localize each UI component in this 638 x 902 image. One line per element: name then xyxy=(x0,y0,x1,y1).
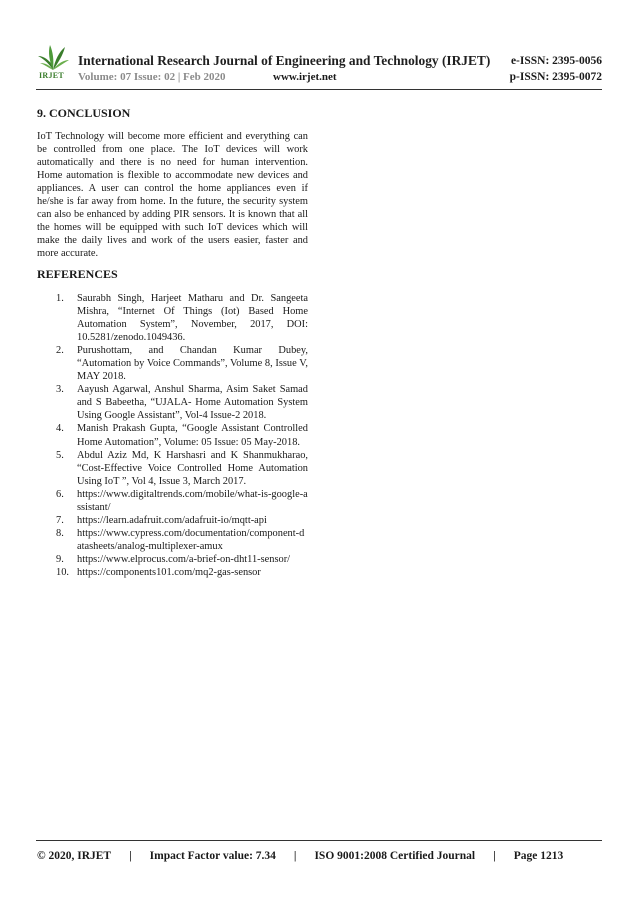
reference-number: 4. xyxy=(56,423,64,435)
reference-link[interactable]: https://components101.com/mq2-gas-sensor xyxy=(77,566,261,578)
conclusion-paragraph: IoT Technology will become more efficient and everything can be controlled from one place. The IoT devices will work automatically and there is no need for human intervention. Home automation is flexible to accommodate new devices and appliances. A user can control the home appliances even if he/she is far away from home. In the future, the security system can also be enhanced by adding PIR sensors. It is known that all the homes will be equipped with such IoT devices which will make the daily lives and work of the users easier, faster and more accurate. xyxy=(37,131,308,260)
website-link[interactable]: www.irjet.net xyxy=(273,71,337,83)
reference-text: Abdul Aziz Md, K Harshasri and K Shanmukharao, “Cost-Effective Voice Controlled Home Automation Using IoT ”, Vol 4, Issue 3, March 2017. xyxy=(77,449,308,487)
footer-impact-factor: Impact Factor value: 7.34 xyxy=(149,850,276,862)
reference-link[interactable]: https://www.cypress.com/documentation/component-datasheets/analog-multiplexer-amux xyxy=(77,527,305,552)
reference-text: Manish Prakash Gupta, “Google Assistant Controlled Home Automation”, Volume: 05 Issue: 05 May-2018. xyxy=(77,423,308,448)
footer-separator: | xyxy=(293,850,297,862)
footer-page-number: Page 1213 xyxy=(513,850,564,862)
journal-title: International Research Journal of Engineering and Technology (IRJET) xyxy=(78,53,491,68)
references-heading: REFERENCES xyxy=(37,267,118,281)
reference-number: 3. xyxy=(56,384,64,396)
page-footer xyxy=(37,850,563,862)
reference-item xyxy=(40,527,308,553)
reference-item xyxy=(40,488,308,514)
footer-separator: | xyxy=(493,850,496,862)
reference-item xyxy=(40,344,308,383)
logo-text: IRJET xyxy=(39,71,65,80)
footer-divider xyxy=(36,840,602,841)
reference-text: Purushottam, and Chandan Kumar Dubey, “Automation by Voice Commands”, Volume 8, Issue V, MAY 2018. xyxy=(77,345,308,383)
reference-number: 6. xyxy=(56,488,64,500)
reference-list xyxy=(40,292,308,579)
reference-item xyxy=(40,292,308,344)
footer-separator: | xyxy=(129,850,132,862)
reference-text: Aayush Agarwal, Anshul Sharma, Asim Saket Samad and S Babeetha, “UJALA- Home Automation System Using Google Assistant”, Vol-4 Issue-2 2018. xyxy=(77,384,308,422)
leaf-icon xyxy=(36,44,70,72)
reference-number: 9. xyxy=(56,553,64,565)
pissn: p-ISSN: 2395-0072 xyxy=(509,71,602,83)
reference-number: 7. xyxy=(56,514,64,526)
reference-link[interactable]: https://learn.adafruit.com/adafruit-io/mqtt-api xyxy=(77,514,267,526)
reference-link[interactable]: https://www.elprocus.com/a-brief-on-dht11-sensor/ xyxy=(77,553,291,565)
reference-link[interactable]: https://www.digitaltrends.com/mobile/what-is-google-assistant/ xyxy=(77,488,308,513)
footer-iso: ISO 9001:2008 Certified Journal xyxy=(314,850,476,862)
header-divider xyxy=(36,89,602,90)
reference-item xyxy=(40,553,308,566)
reference-item xyxy=(40,449,308,488)
volume-issue: Volume: 07 Issue: 02 | Feb 2020 xyxy=(78,71,226,83)
reference-number: 1. xyxy=(56,293,64,304)
eissn: e-ISSN: 2395-0056 xyxy=(510,55,602,67)
reference-number: 10. xyxy=(56,566,69,578)
reference-number: 5. xyxy=(56,449,64,461)
conclusion-heading: 9. CONCLUSION xyxy=(37,106,131,120)
reference-item xyxy=(40,566,308,579)
reference-number: 8. xyxy=(56,527,64,539)
irjet-logo xyxy=(36,44,70,84)
reference-text: Saurabh Singh, Harjeet Matharu and Dr. Sangeeta Mishra, “Internet Of Things (Iot) Based Home Automation System”, November, 2017, DOI: 10.5281/zenodo.1049436. xyxy=(77,293,308,344)
footer-copyright: © 2020, IRJET xyxy=(37,850,112,862)
reference-item xyxy=(40,422,308,448)
reference-item xyxy=(40,383,308,422)
page-header xyxy=(36,44,602,88)
reference-item xyxy=(40,514,308,527)
reference-number: 2. xyxy=(56,345,64,357)
